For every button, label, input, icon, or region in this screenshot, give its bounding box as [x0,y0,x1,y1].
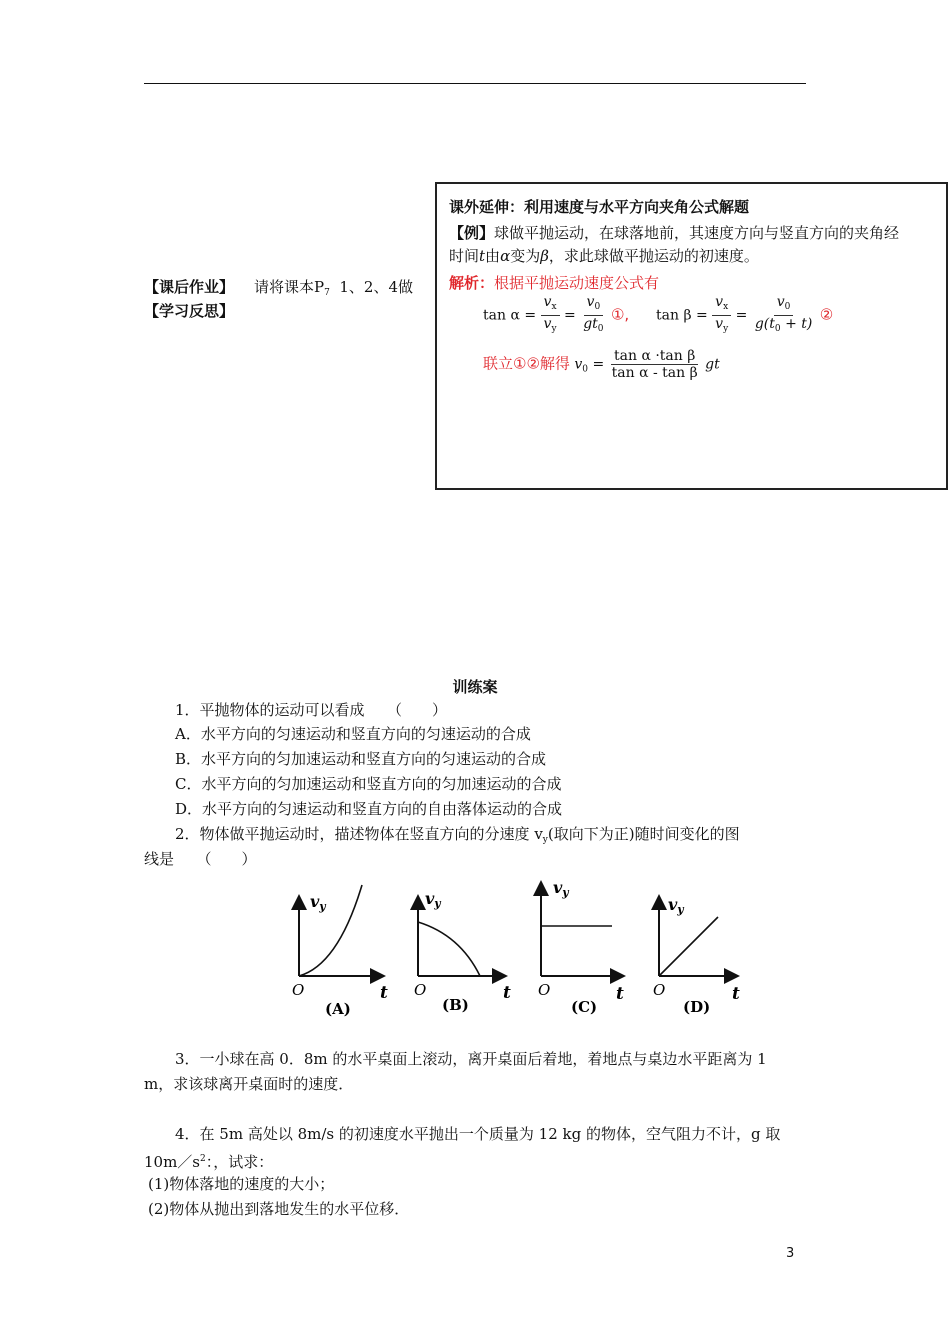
example-line-2: 时间t由α变为β，求此球做平抛运动的初速度。 [449,247,759,265]
q3-line-2: m，求该球离开桌面时的速度． [144,1075,354,1093]
q1-stem: 1．平抛物体的运动可以看成 （ ） [175,701,448,719]
q4-sub-2: (2)物体从抛出到落地发生的水平位移． [148,1200,410,1218]
graph-c-origin: O [538,981,551,999]
graph-d-xlabel: t [732,984,740,1004]
training-title: 训练案 [452,678,498,696]
graph-a-label: (A) [325,1000,351,1018]
q3-line-1: 3．一小球在高 0．8m 的水平桌面上滚动，离开桌面后着地，着地点与桌边水平距离为 1 [175,1050,767,1068]
graph-b-ylabel: vy [425,889,441,910]
q1-option-b: B．水平方向的匀加速运动和竖直方向的匀速运动的合成 [175,750,547,768]
header-rule [144,83,806,84]
example-line-1: 【例】球做平抛运动，在球落地前，其速度方向与竖直方向的夹角经 [449,224,900,242]
graph-c-label: (C) [571,998,598,1016]
homework-text: 请将课本$P_7$ 1、2、4做 [254,278,414,298]
q4-line-2: $10m/s^2$：，试求： [144,1153,274,1171]
graph-b-label: (B) [442,996,469,1014]
graph-b-origin: O [414,981,427,999]
q2-line-1: 2．物体做平抛运动时，描述物体在竖直方向的分速度 $v_y$(取向下为正)随时间变化的图 [175,825,740,845]
graph-d-origin: O [653,981,666,999]
q1-option-d: D．水平方向的匀速运动和竖直方向的自由落体运动的合成 [175,800,563,818]
analysis-line: 解析：根据平抛运动速度公式有 [449,274,660,292]
extension-heading: 课外延伸：利用速度与水平方向夹角公式解题 [449,198,750,216]
graph-a-curve [299,885,362,976]
graph-b [414,889,511,1014]
graph-d [653,895,740,1016]
graph-c-xlabel: t [616,984,624,1004]
graph-a [292,885,388,1018]
graph-b-curve [418,922,480,976]
graph-c [538,880,624,1016]
q1-option-a: A．水平方向的匀速运动和竖直方向的匀速运动的合成 [175,725,531,743]
graph-a-origin: O [292,981,305,999]
graph-d-label: (D) [683,998,711,1016]
graph-a-ylabel: vy [310,892,326,913]
q1-option-c: C．水平方向的匀加速运动和竖直方向的匀加速运动的合成 [175,775,562,793]
q2-line-2: 线是 （ ） [144,850,257,868]
graph-b-xlabel: t [503,983,511,1003]
q4-line-1: 4．在 5m 高处以 8m/s 的初速度水平抛出一个质量为 12 kg 的物体，空气阻力不计，g 取 [175,1125,781,1143]
equation-1: tan α = $\frac{v_x}{v_y}$ = $\frac{v_0}{gt_0}$ ①, [483,294,630,334]
vy-t-graphs [280,880,780,1025]
result-equation: 联立①②解得 $v_0$ = $\frac{\text{tan α ·tan β}}{\text{tan α - tan β}}$ gt [483,348,720,381]
graph-d-line [659,917,718,976]
page-number: 3 [786,1246,795,1261]
reflection-label: 【学习反思】 [144,302,235,320]
graph-d-ylabel: vy [668,895,684,916]
homework-label: 【课后作业】 [144,278,235,296]
graph-a-xlabel: t [380,983,388,1003]
graph-c-ylabel: vy [553,880,569,899]
q4-sub-1: (1)物体落地的速度的大小； [148,1175,335,1193]
equation-2: tan β = $\frac{v_x}{v_y}$ = $\frac{v_0}{g(t_0 + t)}$ ② [656,294,834,334]
